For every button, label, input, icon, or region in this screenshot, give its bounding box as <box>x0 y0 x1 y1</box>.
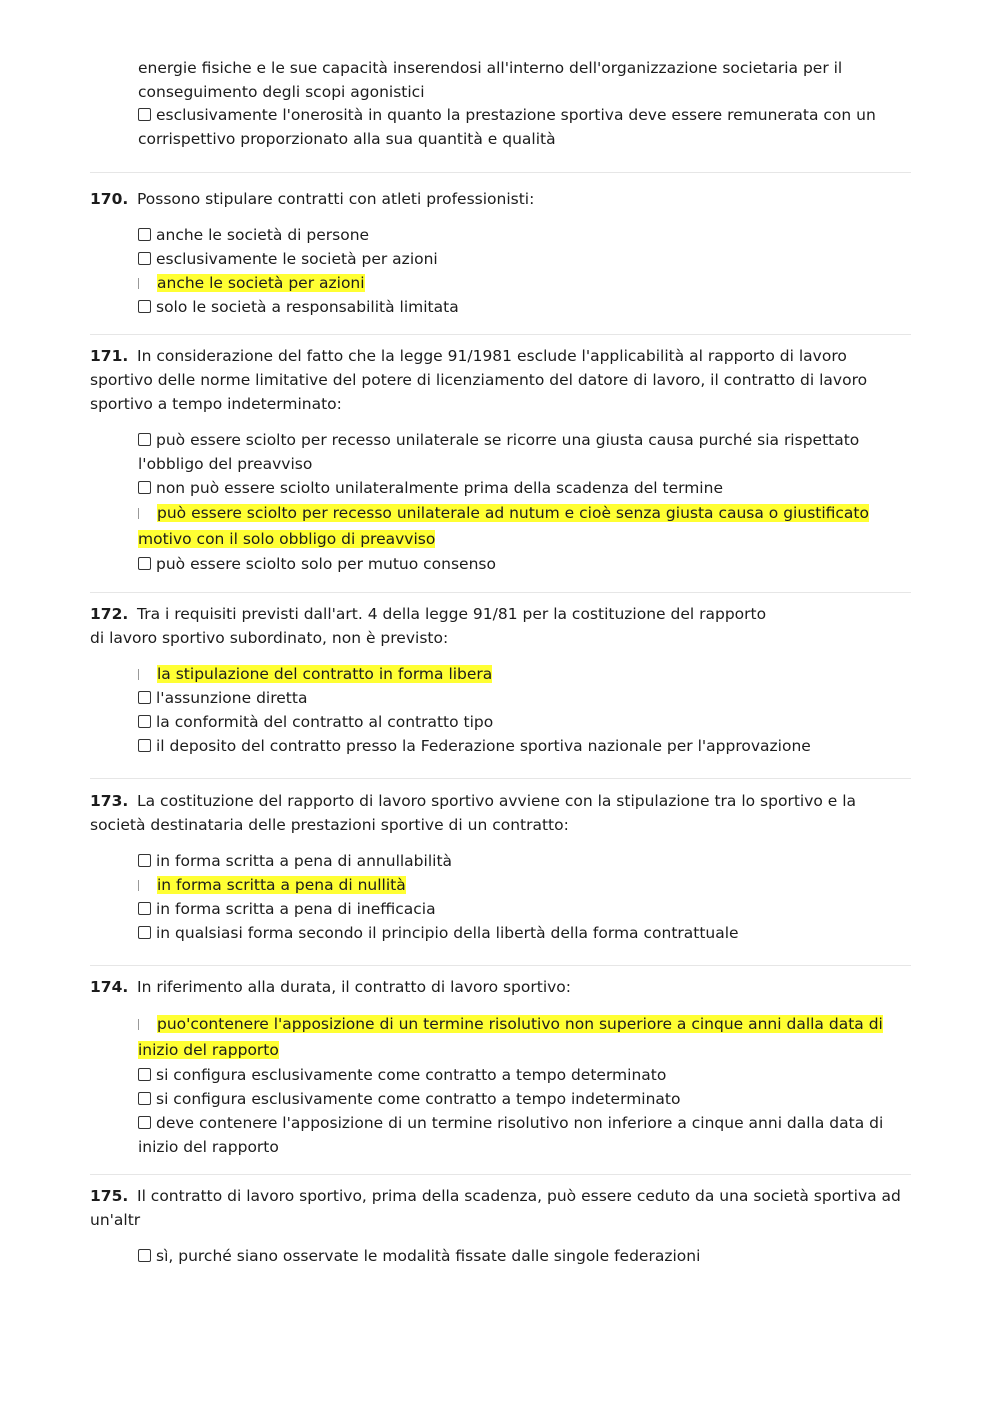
option-text: deve contenere l'apposizione di un termine risolutivo non inferiore a cinque anni dalla data di inizio del rapporto <box>138 1114 884 1156</box>
question-170 <box>90 187 910 319</box>
option-text: non può essere sciolto unilateralmente prima della scadenza del termine <box>156 479 723 497</box>
option-correct <box>138 271 910 295</box>
option <box>138 734 910 758</box>
option <box>138 849 910 873</box>
option <box>138 223 910 247</box>
option-text: in forma scritta a pena di annullabilità <box>156 852 453 870</box>
option-correct <box>138 662 910 686</box>
option-correct <box>138 500 910 552</box>
lead-option-text: energie fisiche e le sue capacità inserendosi all'interno dell'organizzazione societaria per il conseguimento degli scopi agonistici <box>138 59 843 101</box>
answer-marker-icon <box>138 669 140 680</box>
answer-marker-icon <box>138 278 140 289</box>
divider <box>90 172 911 173</box>
option <box>138 686 910 710</box>
question-173 <box>90 789 910 945</box>
option <box>138 1111 910 1159</box>
option-text: può essere sciolto solo per mutuo consenso <box>156 555 496 573</box>
lead-option <box>138 57 910 104</box>
divider <box>90 1174 911 1175</box>
option-text: in forma scritta a pena di inefficacia <box>156 900 436 918</box>
option-text-highlighted: può essere sciolto per recesso unilaterale ad nutum e cioè senza giusta causa o giustificato motivo con il solo obbligo di preavviso <box>138 504 869 548</box>
answer-marker-icon <box>138 1019 140 1030</box>
divider <box>90 778 911 779</box>
option <box>138 428 910 476</box>
divider <box>90 965 911 966</box>
checkbox-icon[interactable] <box>138 433 151 446</box>
checkbox-icon[interactable] <box>138 1116 151 1129</box>
divider <box>90 334 911 335</box>
option <box>138 476 910 500</box>
options-list <box>138 1011 910 1159</box>
options-list <box>138 849 910 945</box>
checkbox-icon[interactable] <box>138 1249 151 1262</box>
checkbox-icon[interactable] <box>138 902 151 915</box>
lead-options <box>138 57 910 151</box>
option-text-highlighted: puo'contenere l'apposizione di un termine risolutivo non superiore a cinque anni dalla data di inizio del rapporto <box>138 1015 883 1059</box>
question-number: 173. <box>90 792 129 810</box>
option-correct <box>138 873 910 897</box>
checkbox-icon[interactable] <box>138 1068 151 1081</box>
question-number: 170. <box>90 190 129 208</box>
question-174 <box>90 975 910 1159</box>
option-text: l'assunzione diretta <box>156 689 308 707</box>
question-text: In considerazione del fatto che la legge 91/1981 esclude l'applicabilità al rapporto di lavoro sportivo delle norme limitative del potere di licenziamento del datore di lavoro, il contratto di lavoro sportivo a tempo indeterminato: <box>90 347 868 413</box>
lead-option-text: esclusivamente l'onerosità in quanto la prestazione sportiva deve essere remunerata con un corrispettivo proporzionato alla sua quantità e qualità <box>138 106 876 148</box>
option-text: sì, purché siano osservate le modalità fissate dalle singole federazioni <box>156 1247 701 1265</box>
checkbox-icon[interactable] <box>138 854 151 867</box>
question-text-row <box>90 344 910 416</box>
option-correct <box>138 1011 910 1063</box>
question-text: Il contratto di lavoro sportivo, prima della scadenza, può essere ceduto da una società sportiva ad un'altr <box>90 1187 901 1229</box>
question-text: Possono stipulare contratti con atleti professionisti: <box>137 190 535 208</box>
question-text-row <box>90 187 910 211</box>
option-text-highlighted: anche le società per azioni <box>157 274 365 292</box>
options-list <box>138 662 910 758</box>
option-text: può essere sciolto per recesso unilaterale se ricorre una giusta causa purché sia rispettato l'obbligo del preavviso <box>138 431 860 473</box>
option-text-highlighted: in forma scritta a pena di nullità <box>157 876 406 894</box>
question-171 <box>90 344 910 576</box>
question-text-row <box>90 789 910 837</box>
checkbox-icon[interactable] <box>138 1092 151 1105</box>
checkbox-icon[interactable] <box>138 252 151 265</box>
option-text-highlighted: la stipulazione del contratto in forma libera <box>157 665 493 683</box>
divider <box>90 592 911 593</box>
options-list <box>138 1244 910 1268</box>
question-number: 175. <box>90 1187 129 1205</box>
question-number: 172. <box>90 605 129 623</box>
question-number: 171. <box>90 347 129 365</box>
question-text-row <box>90 975 910 999</box>
option <box>138 710 910 734</box>
question-text: In riferimento alla durata, il contratto di lavoro sportivo: <box>137 978 572 996</box>
checkbox-icon[interactable] <box>138 691 151 704</box>
option-text: esclusivamente le società per azioni <box>156 250 438 268</box>
question-text-row <box>90 1184 910 1232</box>
answer-marker-icon <box>138 508 140 519</box>
option-text: anche le società di persone <box>156 226 370 244</box>
option <box>138 1087 910 1111</box>
question-172 <box>90 602 910 758</box>
option <box>138 247 910 271</box>
option <box>138 1063 910 1087</box>
options-list <box>138 428 910 576</box>
checkbox-icon[interactable] <box>138 300 151 313</box>
lead-option <box>138 104 910 151</box>
option-text: il deposito del contratto presso la Federazione sportiva nazionale per l'approvazione <box>156 737 811 755</box>
option-text: solo le società a responsabilità limitata <box>156 298 459 316</box>
checkbox-icon[interactable] <box>138 715 151 728</box>
option-text: la conformità del contratto al contratto tipo <box>156 713 494 731</box>
question-175 <box>90 1184 910 1268</box>
option <box>138 295 910 319</box>
option-text: si configura esclusivamente come contratto a tempo indeterminato <box>156 1090 681 1108</box>
question-text-row <box>90 602 770 650</box>
option <box>138 1244 910 1268</box>
checkbox-icon[interactable] <box>138 557 151 570</box>
option <box>138 897 910 921</box>
question-text: Tra i requisiti previsti dall'art. 4 della legge 91/81 per la costituzione del rapporto di lavoro sportivo subordinato, non è previsto: <box>90 605 767 647</box>
question-text: La costituzione del rapporto di lavoro sportivo avviene con la stipulazione tra lo sportivo e la società destinataria delle prestazioni sportive di un contratto: <box>90 792 857 834</box>
checkbox-icon[interactable] <box>138 739 151 752</box>
option <box>138 552 910 576</box>
options-list <box>138 223 910 319</box>
option-text: in qualsiasi forma secondo il principio della libertà della forma contrattuale <box>156 924 739 942</box>
checkbox-icon[interactable] <box>138 481 151 494</box>
option <box>138 921 910 945</box>
checkbox-icon[interactable] <box>138 108 151 121</box>
question-number: 174. <box>90 978 129 996</box>
checkbox-icon[interactable] <box>138 926 151 939</box>
option-text: si configura esclusivamente come contratto a tempo determinato <box>156 1066 667 1084</box>
answer-marker-icon <box>138 880 140 891</box>
checkbox-icon[interactable] <box>138 228 151 241</box>
